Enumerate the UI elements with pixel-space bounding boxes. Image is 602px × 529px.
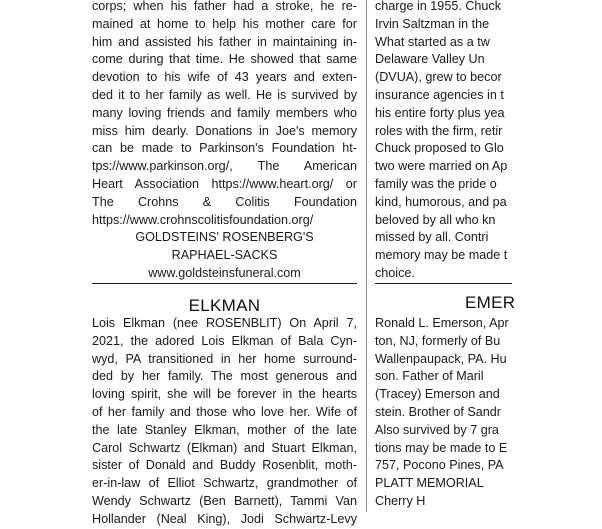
text-line: family was the pride o <box>375 176 497 191</box>
text-line: devotion to his wife of 43 years and exten- <box>92 70 357 85</box>
text-line: Also survived by 7 gra <box>375 422 499 437</box>
text-line: (Tracey) Emerson and <box>375 387 500 402</box>
text-line: choice. <box>375 265 415 280</box>
text-line: can be made to Parkinson's Foundation ht- <box>92 141 357 156</box>
text-line: two were married on Ap <box>375 159 508 174</box>
text-line: Ronald L. Emerson, Apr <box>375 316 509 330</box>
text-line: www.goldsteinsfuneral.com <box>148 265 301 280</box>
text-line: missed by all. Contri <box>375 230 489 245</box>
obituary-body-text <box>92 315 357 529</box>
text-line: Chuck proposed to Glo <box>375 141 504 156</box>
text-line: the late Stanley Elkman, mother of the late <box>92 422 357 437</box>
text-line: 757, Pocono Pines, PA <box>375 458 504 473</box>
previous-obituary-text <box>92 0 357 283</box>
text-line: https://www.crohnscolitisfoundation.org/ <box>92 212 314 227</box>
text-line: sister of Donald and Buddy Rosenblit, moth- <box>92 458 357 473</box>
text-line: GOLDSTEINS' ROSENBERG'S <box>135 230 314 245</box>
left-obituary-column <box>92 0 357 526</box>
text-line: loving spirit, she will be forever in the hearts <box>92 387 357 402</box>
right-obituary-column <box>375 0 516 512</box>
text-line: Lois Elkman (nee ROSENBLIT) On April 7, <box>92 316 357 330</box>
text-line: his entire forty plus yea <box>375 105 505 120</box>
obituary-heading: ELKMAN <box>188 296 261 315</box>
text-line: memory may be made t <box>375 248 508 263</box>
text-line: tions may be made to E <box>375 440 508 455</box>
text-line: miss him dearly. Donations in Joe's memory <box>92 123 357 138</box>
section-divider-rule <box>92 283 357 284</box>
text-line: wyd, PA transitioned in her home surround- <box>92 351 357 366</box>
text-line: Irvin Saltzman in the <box>375 16 490 31</box>
obituary-body-text-right <box>375 315 512 511</box>
text-line: beloved by all who kn <box>375 212 496 227</box>
text-line: PLATT MEMORIAL <box>375 476 484 491</box>
text-line: Wallenpaupack, PA. Hu <box>375 351 507 366</box>
text-line: come during that time. He showed that same <box>92 52 357 67</box>
text-line: many loving friends and family members who <box>92 105 357 120</box>
text-line: Delaware Valley Un <box>375 52 485 67</box>
text-line: er-in-law of Elliot Schwartz, grandmother of <box>92 476 357 491</box>
text-line: Carol Schwartz (Elkman) and Stuart Elkman, <box>92 440 357 455</box>
text-line: Hollander (Neal King), Jodi Schwartz-Levy <box>92 511 357 526</box>
text-line: stein. Brother of Sandr <box>375 404 502 419</box>
text-line: kind, humorous, and pa <box>375 194 507 209</box>
obituary-heading-right: EMER <box>465 293 516 312</box>
text-line: ded it to her family as well. He is survived by <box>92 87 357 102</box>
text-line: What started as a tw <box>375 34 490 49</box>
text-line: him and assisted his father in maintaining in- <box>92 34 357 49</box>
text-line: of her family and those who love her. Wife of <box>92 404 357 419</box>
text-line: Heart Association https://www.heart.org/ or <box>92 176 357 191</box>
text-line: RAPHAEL-SACKS <box>171 248 278 263</box>
text-line: The Crohns & Colitis Foundation <box>92 194 357 209</box>
text-line: Wendy Schwartz (Ben Barnett), Tammi Van <box>92 493 357 508</box>
text-line: insurance agencies in t <box>375 87 504 102</box>
column-divider <box>366 0 367 512</box>
text-line: charge in 1955. Chuck <box>375 0 502 13</box>
text-line: tps://www.parkinson.org/, The American <box>92 159 357 174</box>
text-line: (DVUA), grew to becor <box>375 70 502 85</box>
text-line: ded by her family. The most generous and <box>92 369 357 384</box>
text-line: son. Father of Maril <box>375 369 484 384</box>
text-line: roles with the firm, retir <box>375 123 503 138</box>
text-line: 2021, the adored Lois Elkman of Bala Cyn- <box>92 333 357 348</box>
previous-obituary-text-right <box>375 0 512 283</box>
text-line: Cherry H <box>375 493 426 508</box>
text-line: mained at home to help his mother care for <box>92 16 357 31</box>
text-line: corps; when his father had a stroke, he re- <box>92 0 357 13</box>
text-line: ton, NJ, formerly of Bu <box>375 333 501 348</box>
section-divider-rule-right <box>375 283 512 284</box>
